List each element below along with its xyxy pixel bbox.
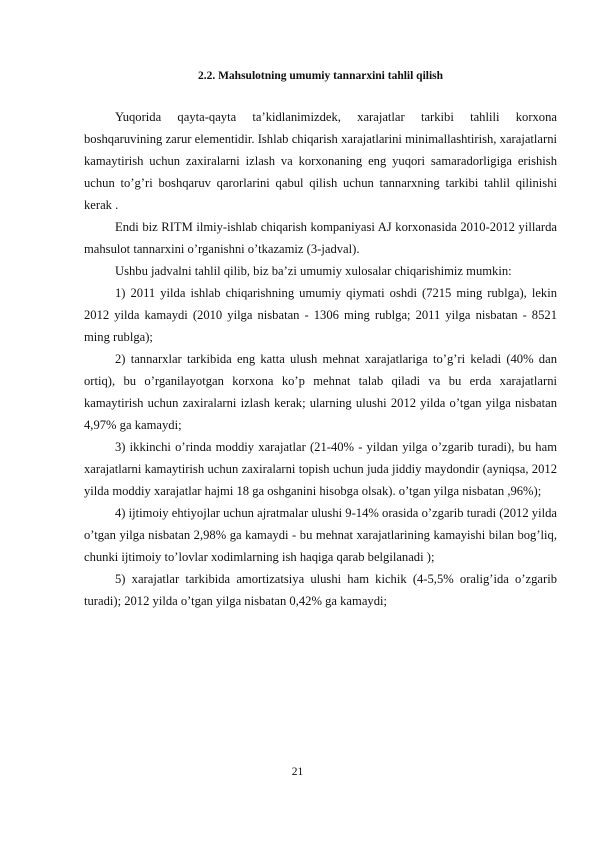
paragraph-point-5: 5) xarajatlar tarkibida amortizatsiya ulushi ham kichik (4-5,5% oralig’ida o’zgarib turadi); 2012 yilda o’tgan yilga nisbatan 0,42% ga kamaydi; — [84, 572, 557, 608]
paragraph-point-4: 4) ijtimoiy ehtiyojlar uchun ajratmalar ulushi 9-14% orasida o’zgarib turadi (2012 yilda o’tgan yilga nisbatan 2,98% ga kamaydi - bu mehnat xarajatlarining kamayishi bilan bog’liq, chunki ijtimoiy to’lovlar xodimlarning ish haqiga qarab belgilanadi ); — [84, 506, 557, 564]
paragraph-point-1: 1) 2011 yilda ishlab chiqarishning umumiy qiymati oshdi (7215 ming rublga), lekin 2012 yilda kamaydi (2010 yilga nisbatan - 1306 ming rublga; 2011 yilga nisbatan - 8521 ming rublga); — [84, 286, 557, 344]
paragraph-point-3: 3) ikkinchi o’rinda moddiy xarajatlar (21-40% - yildan yilga o’zgarib turadi), bu ham xarajatlarni kamaytirish uchun zaxiralarni topish uchun juda jiddiy maydondir (ayniqsa, 2012 yilda moddiy xarajatlar hajmi 18 ga oshganini hisobga olsak). o’tgan yilga nisbatan ,96%); — [84, 440, 557, 498]
paragraph-intro: Yuqorida qayta-qayta ta’kidlanimizdek, xarajatlar tarkibi tahlili korxona boshqaruvining zarur elementidir. Ishlab chiqarish xarajatlarini minimallashtirish, xarajatlarni kamaytirish uchun zaxiralarni izlash va korxonaning eng yuqori samaradorligiga erishish uchun to’g’ri boshqaruv qarorlarini qabul qilish uchun tannarxning tarkibi tahlil qilinishi kerak . — [84, 110, 557, 212]
paragraph-point-2: 2) tannarxlar tarkibida eng katta ulush mehnat xarajatlariga to’g’ri keladi (40% dan ortiq), bu o’rganilayotgan korxona ko’p mehnat talab qiladi va bu erda xarajatlarni kamaytirish uchun zaxiralarni izlash kerak; ularning ulushi 2012 yilda o’tgan yilga nisbatan 4,97% ga kamaydi; — [84, 352, 557, 432]
body-text — [84, 106, 557, 612]
page-number: 21 — [291, 766, 304, 778]
section-heading: 2.2. Mahsulotning umumiy tannarxini tahlil qilish — [197, 70, 444, 82]
paragraph-conclusions-lead: Ushbu jadvalni tahlil qilib, biz ba’zi umumiy xulosalar chiqarishimiz mumkin: — [115, 264, 512, 278]
paragraph-study: Endi biz RITM ilmiy-ishlab chiqarish kompaniyasi AJ korxonasida 2010-2012 yillarda mahsulot tannarxini o’rganishni o’tkazamiz (3-jadval). — [84, 220, 557, 256]
